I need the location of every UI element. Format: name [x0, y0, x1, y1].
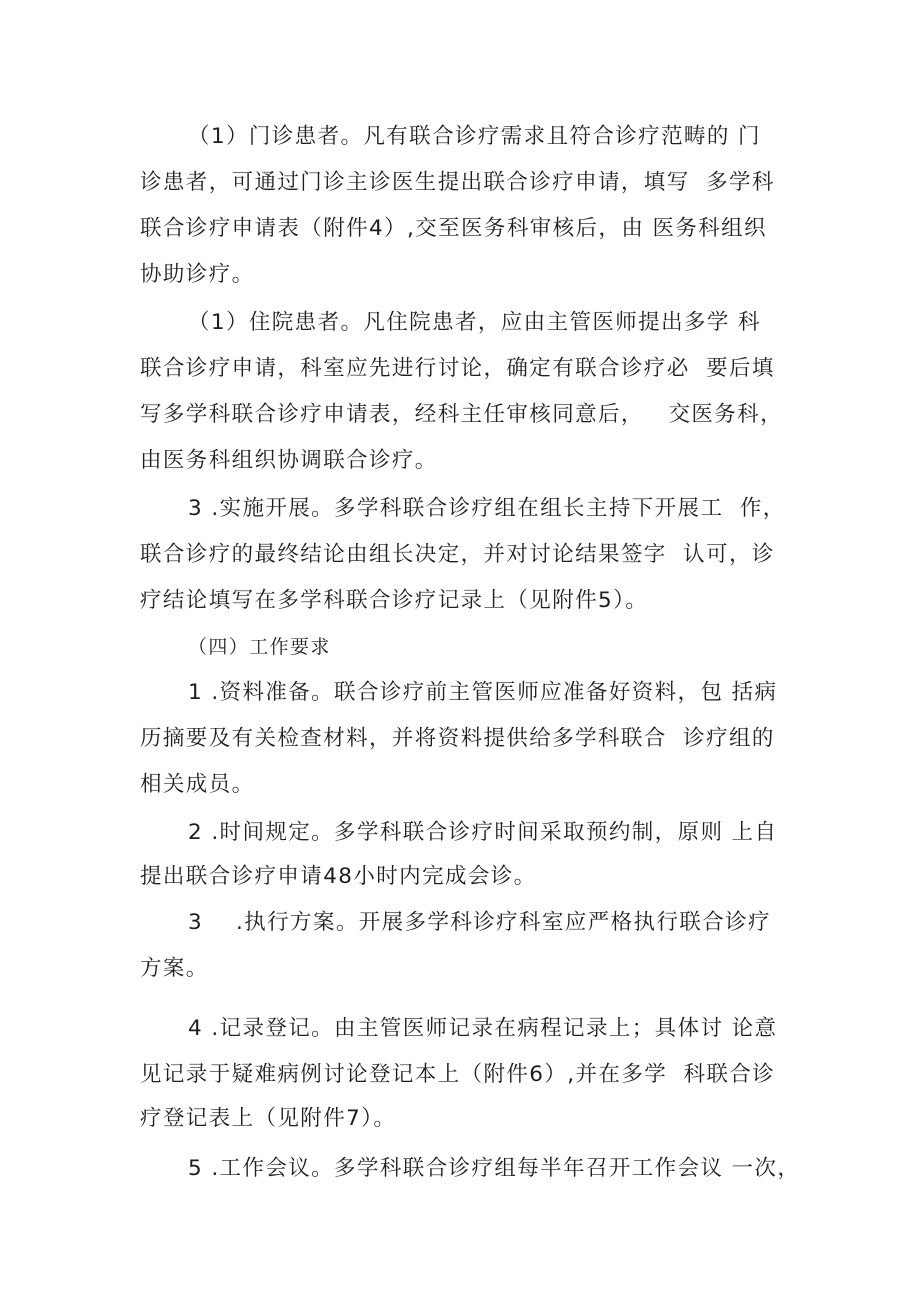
- text-line: 1 .资料准备。联合诊疗前主管医师应准备好资料，包 括病: [188, 680, 778, 705]
- text-line: 提出联合诊疗申请48小时内完成会诊。: [140, 864, 537, 889]
- text-line: 4 .记录登记。由主管医师记录在病程记录上；具体讨 论意: [188, 1016, 778, 1041]
- text-line: 疗登记表上（见附件7）。: [140, 1106, 397, 1131]
- text-line: 3 .实施开展。多学科联合诊疗组在组长主持下开展工 作，: [188, 496, 786, 521]
- section-heading: （四）工作要求: [188, 636, 331, 658]
- text-line: 疗结论填写在多学科联合诊疗记录上（见附件5）。: [140, 588, 649, 613]
- text-line: 相关成员。: [140, 772, 255, 797]
- text-line: 3 .执行方案。开展多学科诊疗科室应严格执行联合诊疗: [188, 910, 771, 935]
- text-line: 由医务科组织协调联合诊疗。: [140, 448, 438, 473]
- text-line: 联合诊疗的最终结论由组长决定，并对讨论结果签字 认可，诊: [140, 542, 775, 567]
- text-line: （1）门诊患者。凡有联合诊疗需求且符合诊疗范畴的 门: [188, 124, 761, 149]
- text-line: 写多学科联合诊疗申请表，经科主任审核同意后， 交医务科，: [140, 402, 784, 427]
- text-line: （1）住院患者。凡住院患者，应由主管医师提出多学 科: [188, 310, 761, 335]
- text-line: 方案。: [140, 956, 209, 981]
- text-line: 协助诊疗。: [140, 262, 255, 287]
- text-line: 5 .工作会议。多学科联合诊疗组每半年召开工作会议 一次，: [188, 1156, 801, 1181]
- text-line: 2 .时间规定。多学科联合诊疗时间采取预约制，原则 上自: [188, 820, 778, 845]
- text-line: 诊患者，可通过门诊主诊医生提出联合诊疗申请，填写 多学科: [140, 170, 775, 195]
- text-line: 历摘要及有关检查材料，并将资料提供给多学科联合 诊疗组的: [140, 726, 775, 751]
- text-line: 见记录于疑难病例讨论登记本上（附件6）,并在多学 科联合诊: [140, 1062, 776, 1087]
- text-line: 联合诊疗申请，科室应先进行讨论，确定有联合诊疗必 要后填: [140, 356, 775, 381]
- text-line: 联合诊疗申请表（附件4）,交至医务科审核后，由 医务科组织: [140, 216, 767, 241]
